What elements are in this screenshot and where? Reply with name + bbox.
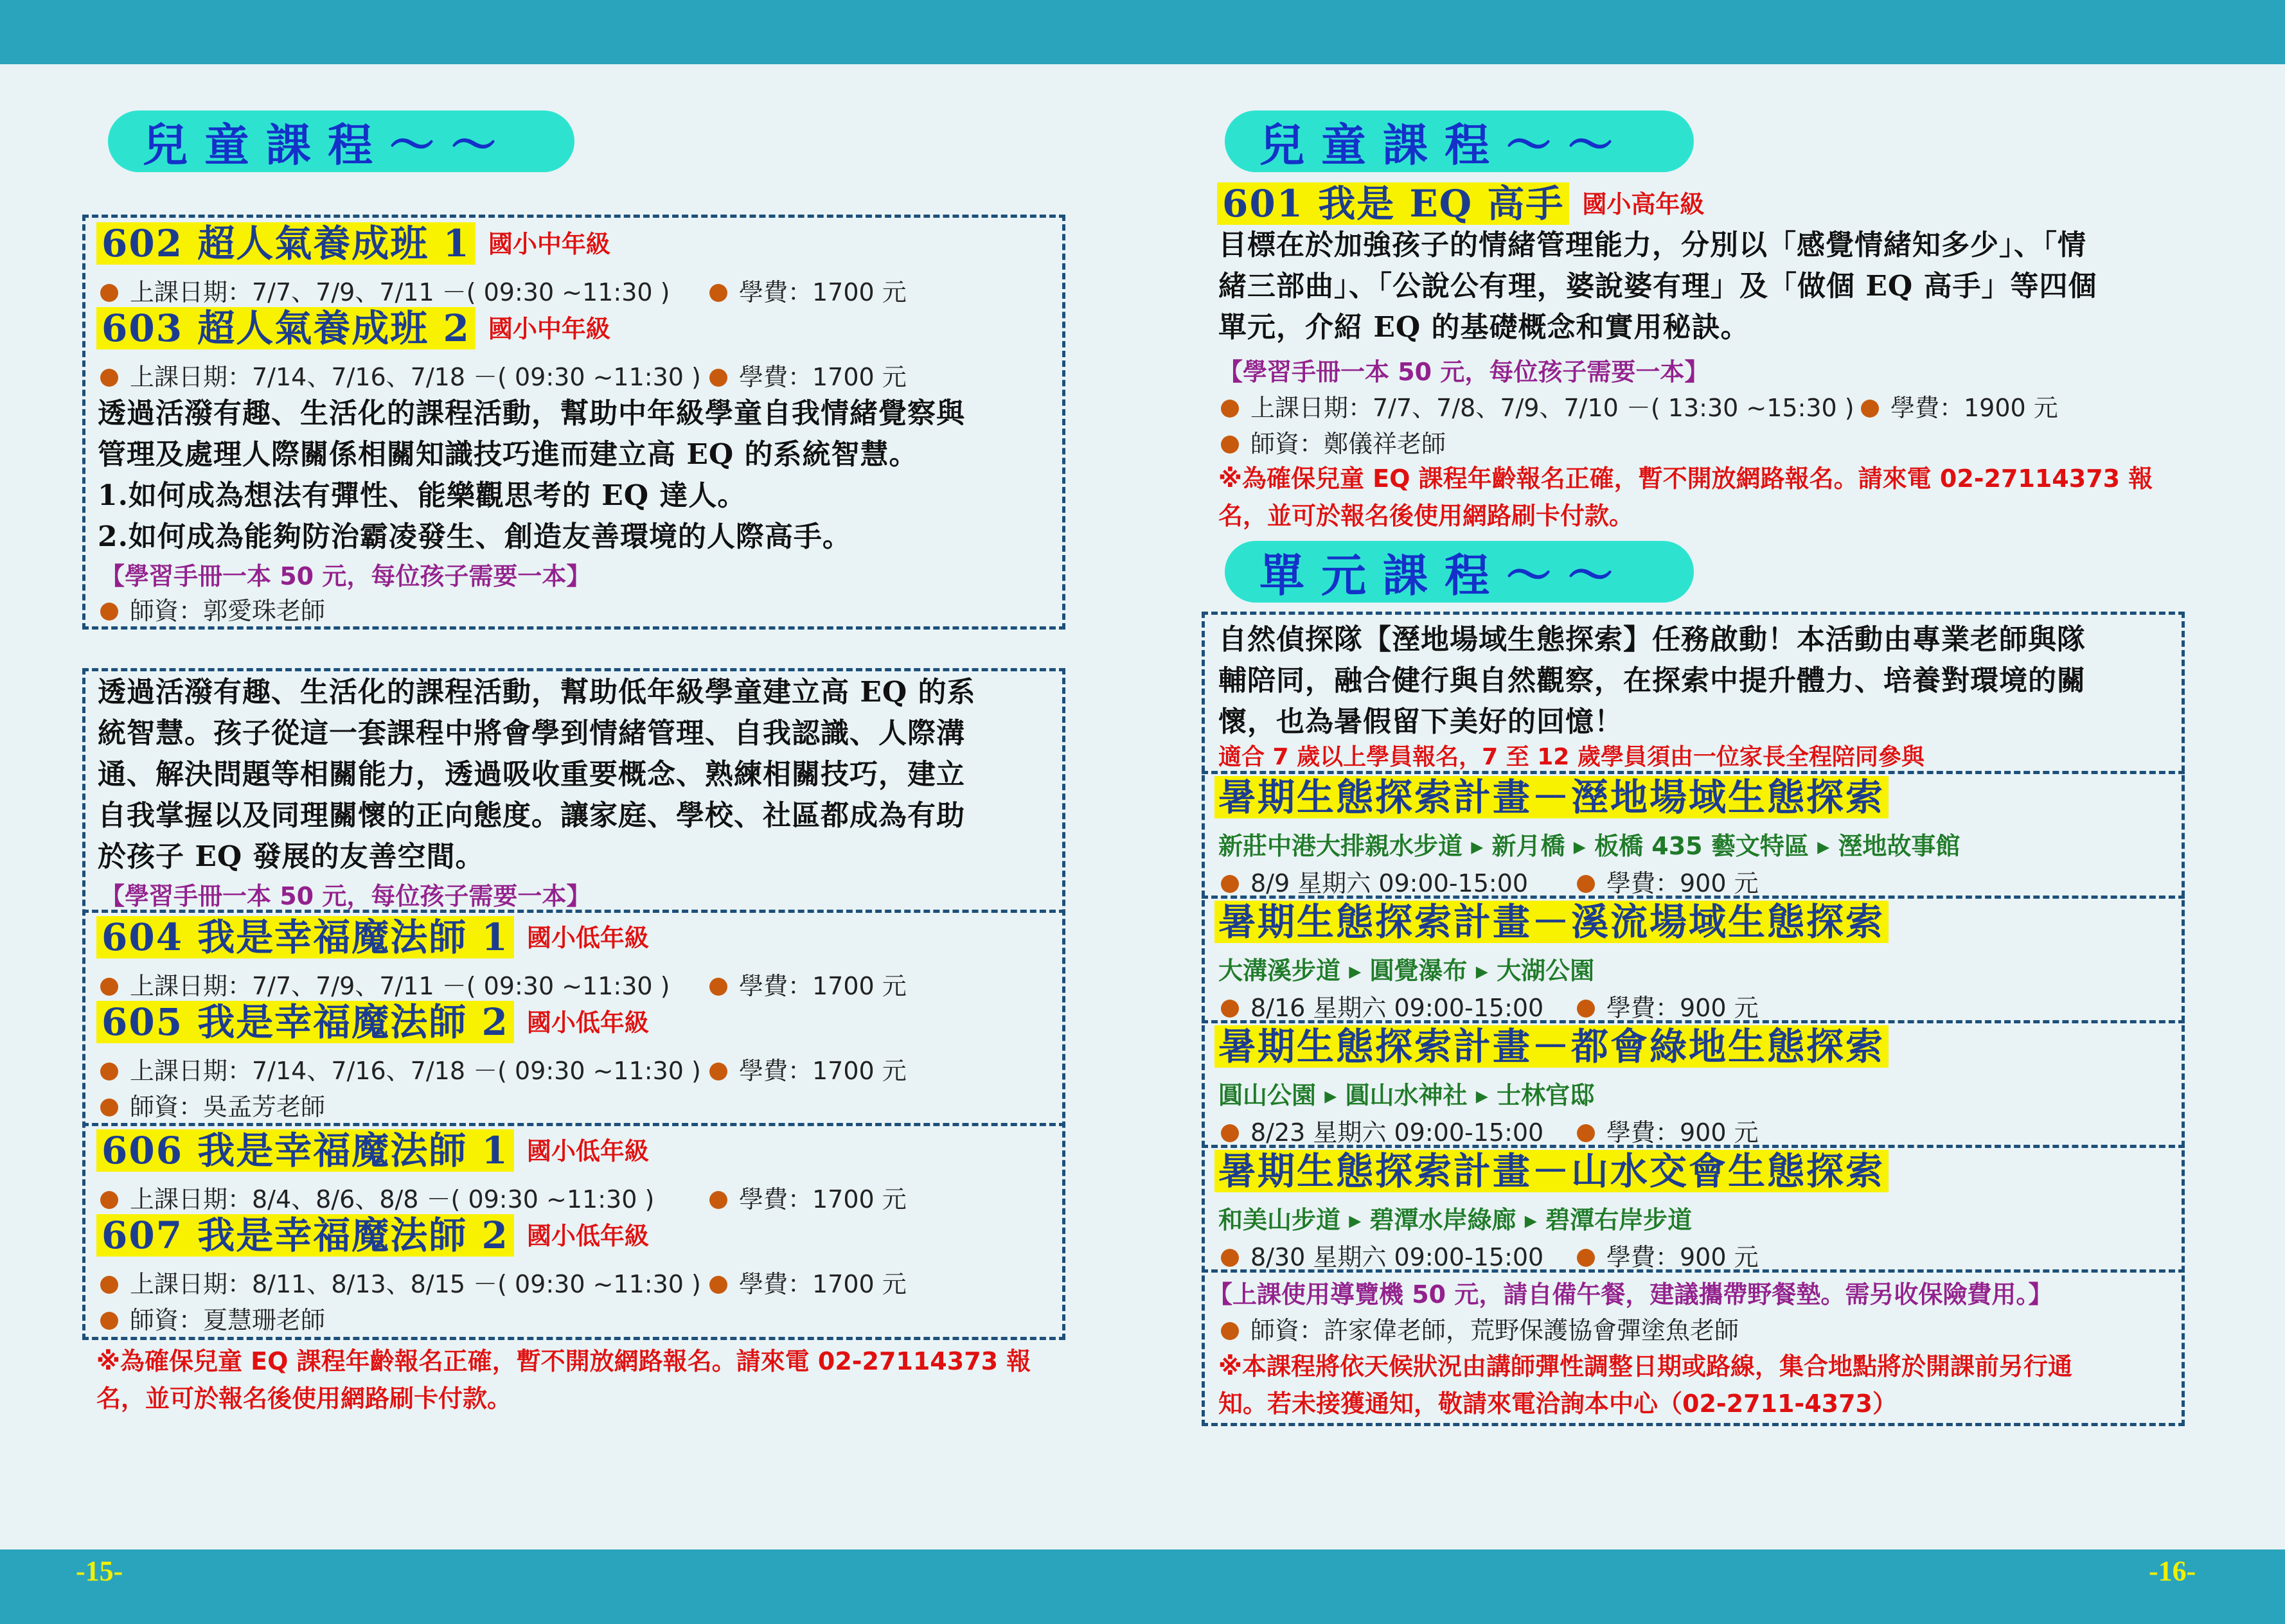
course-606-header: [96, 1129, 649, 1172]
course-602-header: [96, 222, 610, 265]
course-604-fee: 學費：1700 元: [709, 966, 907, 1002]
handbook-note: 【學習手冊一本 50 元，每位孩子需要一本】: [100, 882, 591, 910]
course-606-dates: 上課日期：8/4、8/6、8/8 －( 09:30 ~11:30 ): [100, 1179, 654, 1215]
bullet-icon: [709, 978, 727, 996]
left-registration-notice: ※為確保兒童 EQ 課程年齡報名正確，暫不開放網路報名。請來電 02-27114373 報 名，並可於報名後使用網路刷卡付款。: [96, 1347, 1031, 1413]
course-607-dates: 上課日期：8/11、8/13、8/15 －( 09:30 ~11:30 ): [100, 1264, 701, 1300]
teacher-606-607: 師資：夏慧珊老師: [100, 1300, 325, 1336]
trip-2-route: 大溝溪步道 ▸ 圓覺瀑布 ▸ 大湖公園: [1218, 957, 1595, 985]
course-603-header: [96, 307, 610, 349]
course-602-description: 透過活潑有趣、生活化的課程活動，幫助中年級學童自我情緒覺察與 管理及處理人際關係相關知識技巧進而建立高 EQ 的系統智慧。 1.如何成為想法有彈性、能樂觀思考的 EQ 達人。 2.如何成為能夠防治霸凌發生、創造友善環境的人際高手。: [98, 397, 965, 553]
course-604-grade: 國小低年級: [526, 924, 649, 952]
supply-note: 【上課使用導覽機 50 元，請自備午餐，建議攜帶野餐墊。需另收保險費用。】: [1208, 1280, 2053, 1309]
trip-4-date: 8/30 星期六 09:00-15:00: [1221, 1237, 1543, 1273]
bullet-icon: [100, 1063, 118, 1081]
trip-4-fee: 學費：900 元: [1577, 1237, 1759, 1273]
course-602-dates: 上課日期：7/7、7/9、7/11 －( 09:30 ~11:30 ): [100, 272, 670, 308]
page-number-right: -16-: [2149, 1555, 2196, 1587]
trip-2-date: 8/16 星期六 09:00-15:00: [1221, 988, 1543, 1023]
bullet-icon: [100, 1312, 118, 1330]
bullet-icon: [709, 1276, 727, 1294]
trip-2-header: [1214, 901, 1889, 943]
bullet-icon: [1577, 1124, 1595, 1142]
bullet-icon: [1221, 1322, 1239, 1340]
course-605-fee: 學費：1700 元: [709, 1051, 907, 1086]
course-606-fee: 學費：1700 元: [709, 1179, 907, 1215]
handbook-note: 【學習手冊一本 50 元，每位孩子需要一本】: [1218, 358, 1709, 386]
bullet-icon: [100, 369, 118, 387]
trip-3-date: 8/23 星期六 09:00-15:00: [1221, 1113, 1543, 1148]
course-602-fee: 學費：1700 元: [709, 272, 907, 308]
course-603-fee: 學費：1700 元: [709, 357, 907, 393]
bullet-icon: [100, 284, 118, 302]
course-606-grade: 國小低年級: [526, 1137, 649, 1165]
bottom-band: [0, 1549, 2285, 1624]
bullet-icon: [1577, 1249, 1595, 1267]
unit-intro: 自然偵探隊【溼地場域生態探索】任務啟動！本活動由專業老師與隊 輔陪同，融合健行與自然觀察，在探索中提升體力、培養對環境的關 懷，也為暑假留下美好的回憶！: [1218, 623, 2086, 738]
teacher-602: 師資：郭愛珠老師: [100, 591, 325, 626]
trip-4-route: 和美山步道 ▸ 碧潭水岸綠廊 ▸ 碧潭右岸步道: [1218, 1206, 1693, 1234]
teacher-604-605: 師資：吳孟芳老師: [100, 1087, 325, 1122]
course-601-grade: 國小高年級: [1582, 190, 1705, 218]
course-607-fee: 學費：1700 元: [709, 1264, 907, 1300]
trip-3-title: 暑期生態探索計畫－都會綠地生態探索: [1214, 1025, 1889, 1068]
bullet-icon: [100, 603, 118, 621]
course-604-description: 透過活潑有趣、生活化的課程活動，幫助低年級學童建立高 EQ 的系 統智慧。孩子從這一套課程中將會學到情緒管理、自我認識、人際溝 通、解決問題等相關能力，透過吸收重要概念、熟練相關技巧，建立 自我掌握以及同理關懷的正向態度。讓家庭、學校、社區都成為有助 於孩子 EQ 發展的友善空間。: [98, 676, 976, 873]
page-number-left: -15-: [76, 1555, 123, 1587]
teacher-601: 師資：鄭儀祥老師: [1221, 424, 1446, 459]
trip-3-fee: 學費：900 元: [1577, 1113, 1759, 1148]
right-section-title: 兒童課程～～: [1225, 110, 1694, 172]
trip-4-header: [1214, 1150, 1889, 1192]
trip-3-route: 圓山公園 ▸ 圓山水神社 ▸ 士林官邸: [1218, 1081, 1595, 1109]
course-607-grade: 國小低年級: [526, 1222, 649, 1250]
trip-2-title: 暑期生態探索計畫－溪流場域生態探索: [1214, 901, 1889, 943]
course-602-title: 602 超人氣養成班 1: [96, 222, 476, 265]
trip-3-header: [1214, 1025, 1889, 1068]
handbook-note: 【學習手冊一本 50 元，每位孩子需要一本】: [100, 562, 591, 590]
course-601-header: [1217, 182, 1704, 225]
unit-teacher: 師資：許家偉老師，荒野保護協會彈塗魚老師: [1221, 1311, 1739, 1346]
course-607-header: [96, 1214, 649, 1257]
left-section-title: 兒童課程～～: [108, 110, 574, 172]
bullet-icon: [1221, 1124, 1239, 1142]
bullet-icon: [709, 1191, 727, 1209]
weather-notice: ※本課程將依天候狀況由講師彈性調整日期或路線，集合地點將於開課前另行通 知。若未接獲通知，敬請來電洽詢本中心（02-2711-4373）: [1218, 1352, 2072, 1418]
unit-section-title: 單元課程～～: [1225, 541, 1694, 603]
trip-2-fee: 學費：900 元: [1577, 988, 1759, 1023]
bullet-icon: [100, 1099, 118, 1116]
bullet-icon: [1861, 400, 1879, 418]
bullet-icon: [709, 369, 727, 387]
trip-4-title: 暑期生態探索計畫－山水交會生態探索: [1214, 1150, 1889, 1192]
bullet-icon: [1221, 875, 1239, 893]
course-604-title: 604 我是幸福魔法師 1: [96, 916, 514, 958]
course-601-title: 601 我是 EQ 高手: [1217, 182, 1569, 225]
bullet-icon: [709, 1063, 727, 1081]
box-divider: [82, 1123, 1065, 1126]
bullet-icon: [1221, 400, 1239, 418]
trip-1-route: 新莊中港大排親水步道 ▸ 新月橋 ▸ 板橋 435 藝文特區 ▸ 溼地故事館: [1218, 832, 1960, 860]
bullet-icon: [1577, 1000, 1595, 1018]
top-band: [0, 0, 2285, 64]
trip-1-date: 8/9 星期六 09:00-15:00: [1221, 863, 1528, 899]
bullet-icon: [100, 1276, 118, 1294]
course-605-grade: 國小低年級: [526, 1009, 649, 1037]
course-603-grade: 國小中年級: [488, 315, 610, 343]
course-603-dates: 上課日期：7/14、7/16、7/18 －( 09:30 ~11:30 ): [100, 357, 701, 393]
course-601-dates: 上課日期：7/7、7/8、7/9、7/10 －( 13:30 ~15:30 ): [1221, 388, 1854, 423]
age-note: 適合 7 歲以上學員報名，7 至 12 歲學員須由一位家長全程陪同參與: [1218, 744, 1925, 770]
course-605-header: [96, 1001, 649, 1043]
course-603-title: 603 超人氣養成班 2: [96, 307, 476, 349]
course-606-title: 606 我是幸福魔法師 1: [96, 1129, 514, 1172]
trip-1-header: [1214, 776, 1889, 818]
bullet-icon: [1221, 1249, 1239, 1267]
course-602-grade: 國小中年級: [488, 230, 610, 258]
trip-1-title: 暑期生態探索計畫－溼地場域生態探索: [1214, 776, 1889, 818]
course-604-dates: 上課日期：7/7、7/9、7/11 －( 09:30 ~11:30 ): [100, 966, 670, 1002]
bullet-icon: [100, 978, 118, 996]
right-registration-notice: ※為確保兒童 EQ 課程年齡報名正確，暫不開放網路報名。請來電 02-27114373 報 名，並可於報名後使用網路刷卡付款。: [1218, 464, 2153, 530]
bullet-icon: [1221, 436, 1239, 454]
trip-1-fee: 學費：900 元: [1577, 863, 1759, 899]
bullet-icon: [100, 1191, 118, 1209]
course-605-title: 605 我是幸福魔法師 2: [96, 1001, 514, 1043]
bullet-icon: [1221, 1000, 1239, 1018]
course-601-fee: 學費：1900 元: [1861, 388, 2058, 423]
course-604-header: [96, 916, 649, 958]
course-605-dates: 上課日期：7/14、7/16、7/18 －( 09:30 ~11:30 ): [100, 1051, 701, 1086]
course-601-description: 目標在於加強孩子的情緒管理能力，分別以「感覺情緒知多少」、「情 緒三部曲」、「公說公有理，婆說婆有理」及「做個 EQ 高手」等四個 單元，介紹 EQ 的基礎概念和實用秘訣。: [1218, 229, 2097, 344]
bullet-icon: [1577, 875, 1595, 893]
course-607-title: 607 我是幸福魔法師 2: [96, 1214, 514, 1257]
bullet-icon: [709, 284, 727, 302]
